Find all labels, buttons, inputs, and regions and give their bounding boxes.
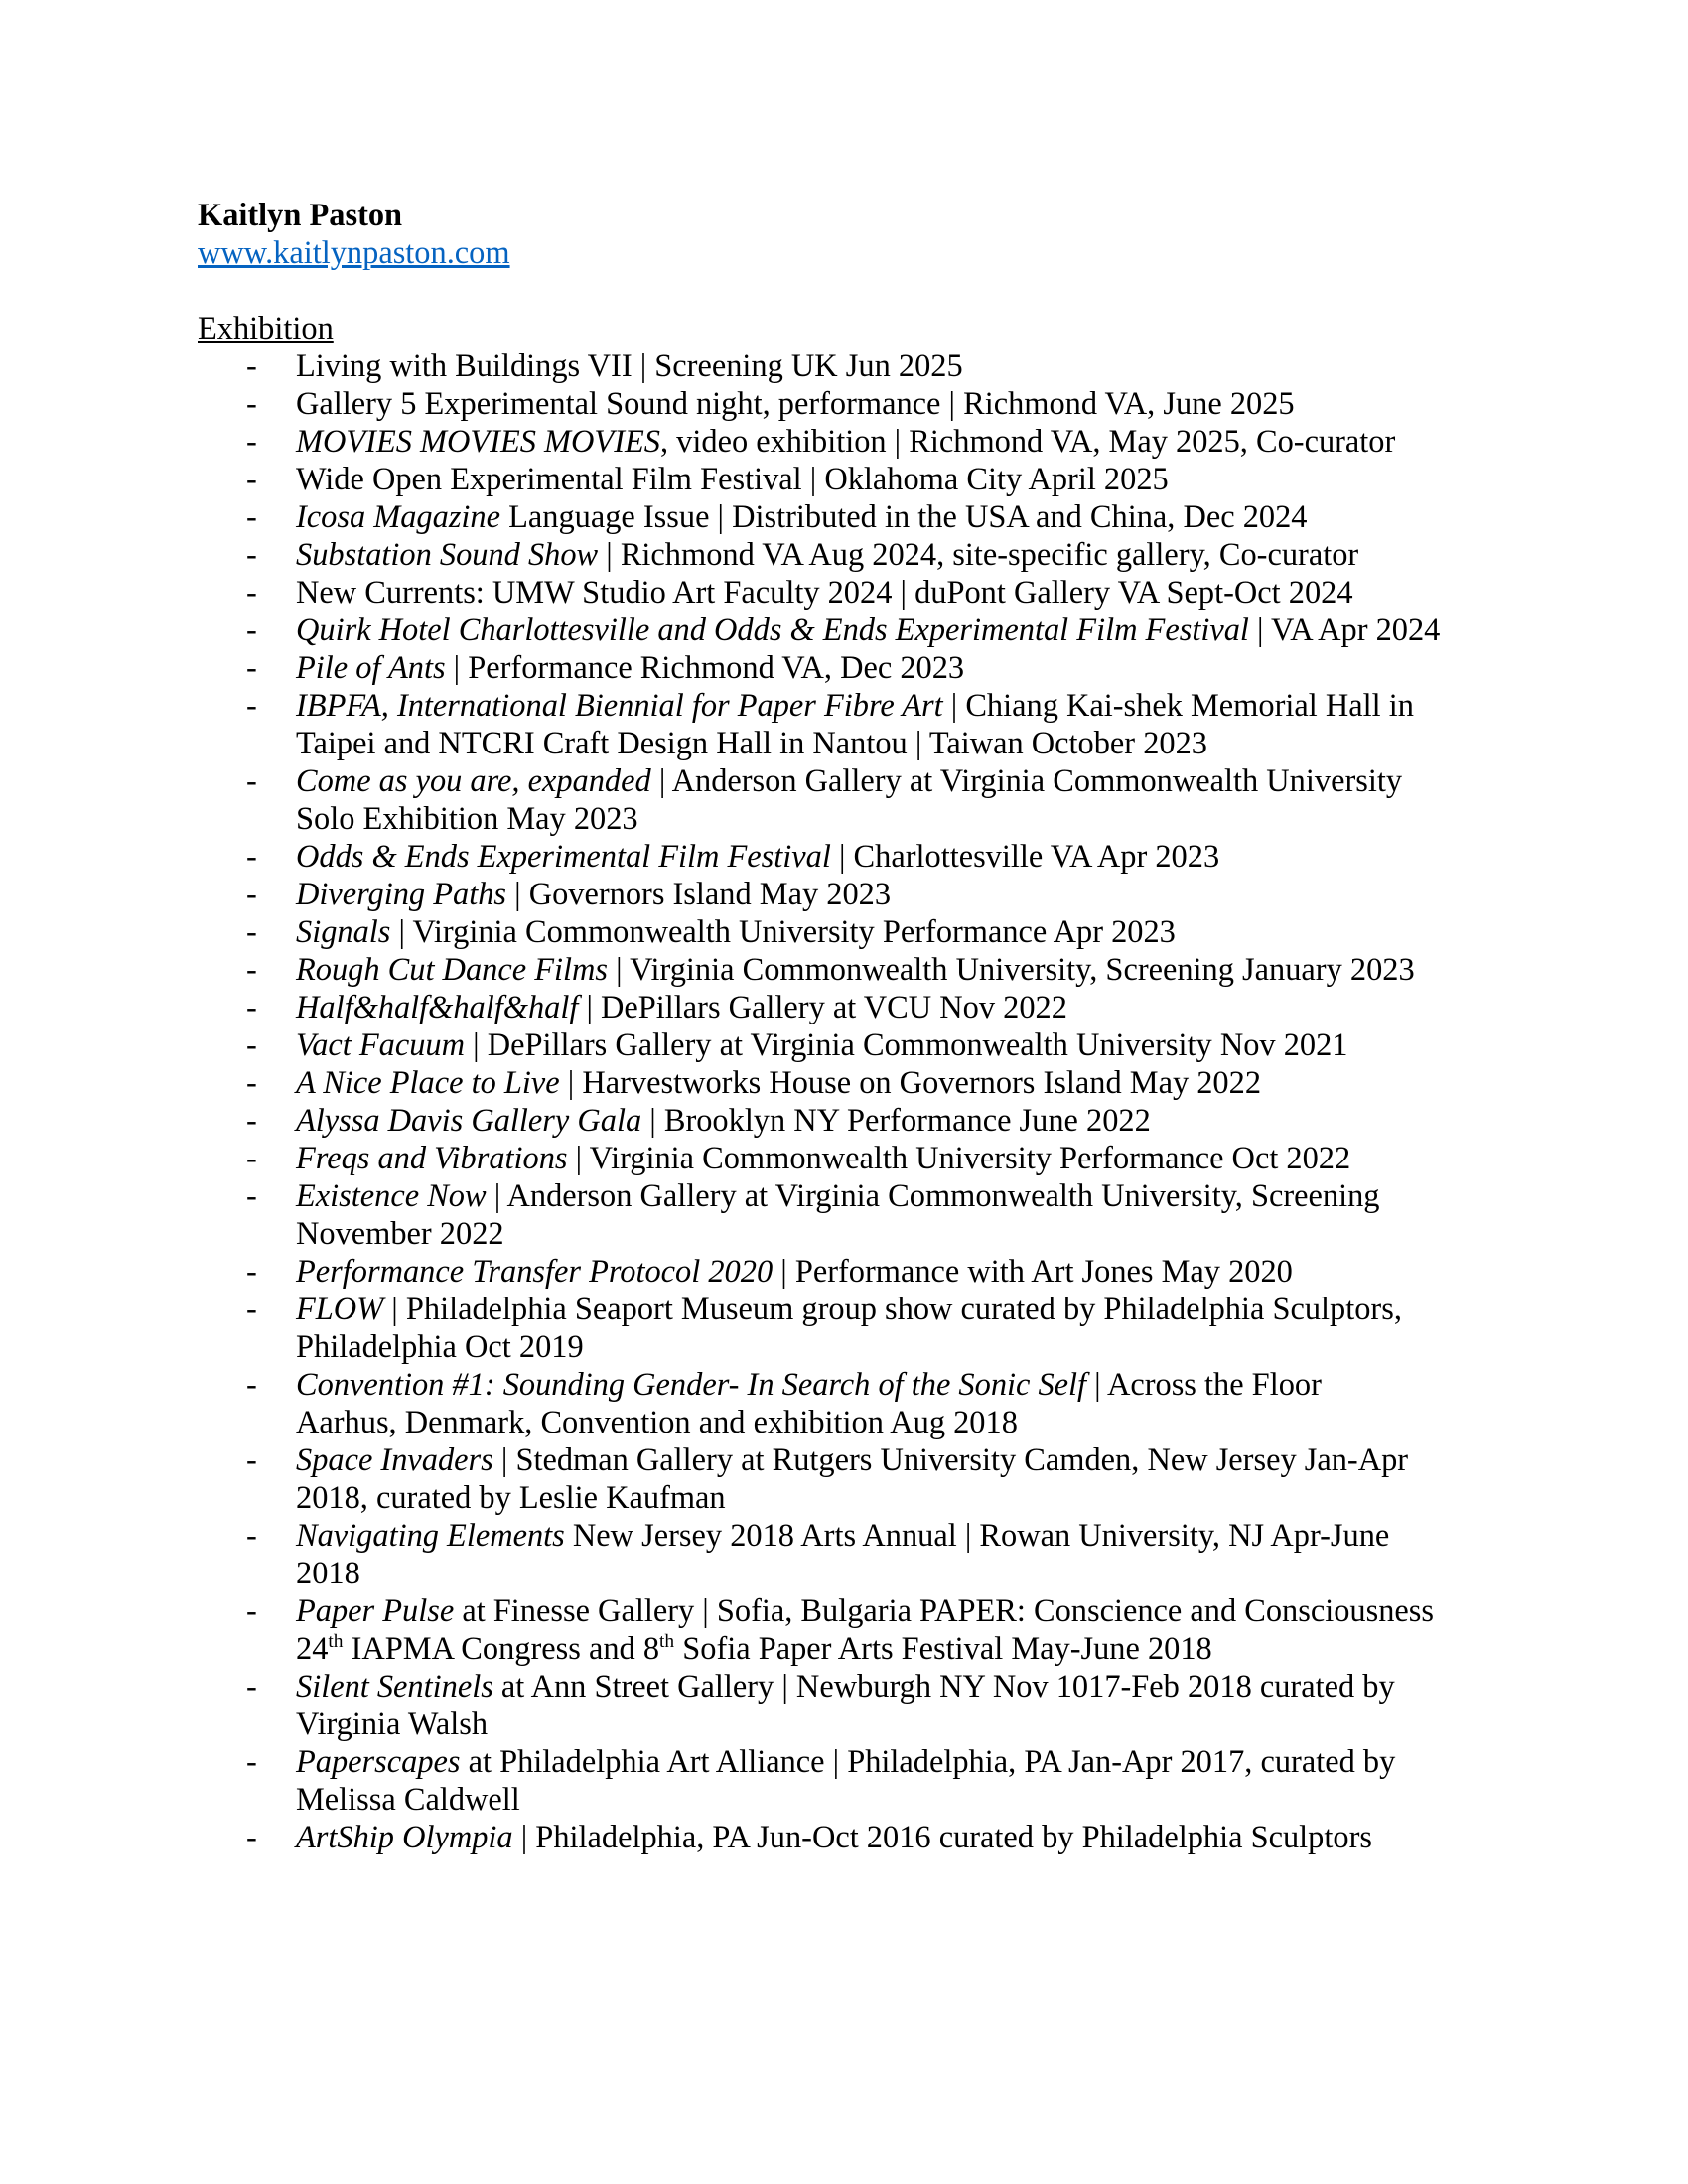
exhibition-item (198, 989, 1508, 1026)
exhibition-line (296, 952, 1415, 988)
exhibition-line (296, 613, 1440, 648)
exhibition-item (198, 1064, 1508, 1102)
detail-text: Sofia Paper Arts Festival May-June 2018 (674, 1631, 1212, 1667)
exhibition-item (198, 1668, 1508, 1743)
list-bullet-dash: - (246, 1065, 257, 1101)
exhibition-details: Wide Open Experimental Film Festival | Oklahoma City April 2025 (296, 462, 1169, 497)
exhibition-details-continued: Taipei and NTCRI Craft Design Hall in Nantou | Taiwan October 2023 (296, 726, 1207, 761)
exhibition-title: Navigating Elements (296, 1518, 565, 1554)
list-bullet-dash: - (246, 499, 257, 535)
exhibition-details: | Brooklyn NY Performance June 2022 (641, 1103, 1151, 1139)
exhibition-title: Half&half&half&half (296, 990, 579, 1025)
exhibition-details: | Stedman Gallery at Rutgers University Camden, New Jersey Jan-Apr (492, 1442, 1409, 1478)
exhibition-item (198, 498, 1508, 536)
exhibition-item (198, 1743, 1508, 1819)
list-bullet-dash: - (246, 386, 257, 422)
exhibition-item (198, 1102, 1508, 1140)
exhibition-item (198, 1441, 1508, 1517)
exhibition-title: Odds & Ends Experimental Film Festival (296, 839, 831, 875)
exhibition-item (198, 1026, 1508, 1064)
exhibition-title: Vact Facuum (296, 1027, 466, 1063)
exhibition-details-continued: Melissa Caldwell (296, 1782, 520, 1818)
exhibition-item (198, 612, 1508, 649)
list-bullet-dash: - (246, 1292, 257, 1327)
exhibition-line (296, 688, 1414, 724)
exhibition-line (296, 650, 964, 686)
exhibition-item (198, 762, 1508, 838)
exhibition-title: Freqs and Vibrations (296, 1141, 568, 1176)
exhibition-title: FLOW (296, 1292, 384, 1327)
exhibition-line (296, 763, 1402, 799)
exhibition-line (296, 1442, 1408, 1478)
exhibition-details-continued: Virginia Walsh (296, 1706, 489, 1742)
exhibition-details: | Virginia Commonwealth University Performance Oct 2022 (567, 1141, 1351, 1176)
exhibition-title: IBPFA, International Biennial for Paper Fibre Art (296, 688, 943, 724)
exhibition-title: Substation Sound Show (296, 537, 599, 573)
exhibition-details: | Anderson Gallery at Virginia Commonwealth University, Screening (486, 1178, 1380, 1214)
list-bullet-dash: - (246, 1442, 257, 1478)
exhibition-title: Convention #1: Sounding Gender- In Search of the Sonic Self (296, 1367, 1087, 1403)
list-bullet-dash: - (246, 348, 257, 384)
exhibition-item (198, 649, 1508, 687)
exhibition-line (296, 1254, 1293, 1290)
exhibition-item (198, 347, 1508, 385)
exhibition-item (198, 1366, 1508, 1441)
exhibition-details-continued: November 2022 (296, 1216, 504, 1252)
list-bullet-dash: - (246, 839, 257, 875)
blank-line (198, 272, 1508, 310)
exhibition-title: Pile of Ants (296, 650, 446, 686)
exhibition-line (296, 1103, 1151, 1139)
exhibition-line (296, 499, 1308, 535)
exhibition-details: | Virginia Commonwealth University, Screening January 2023 (607, 952, 1415, 988)
list-bullet-dash: - (246, 613, 257, 648)
exhibition-details: New Currents: UMW Studio Art Faculty 2024 | duPont Gallery VA Sept-Oct 2024 (296, 575, 1353, 611)
exhibition-line (296, 348, 963, 384)
exhibition-details: | Harvestworks House on Governors Island May 2022 (559, 1065, 1262, 1101)
exhibition-line (296, 386, 1295, 422)
exhibition-title: Silent Sentinels (296, 1669, 493, 1705)
exhibition-details: | Performance with Art Jones May 2020 (773, 1254, 1293, 1290)
exhibition-title: Rough Cut Dance Films (296, 952, 608, 988)
list-bullet-dash: - (246, 1103, 257, 1139)
exhibition-line (296, 575, 1353, 611)
exhibition-title: Signals (296, 914, 391, 950)
exhibition-title: Space Invaders (296, 1442, 493, 1478)
exhibition-line (296, 537, 1358, 573)
detail-text: IAPMA Congress and 8 (343, 1631, 660, 1667)
exhibition-title: ArtShip Olympia (296, 1820, 513, 1855)
exhibition-details-continued: Aarhus, Denmark, Convention and exhibition Aug 2018 (296, 1405, 1018, 1440)
list-bullet-dash: - (246, 424, 257, 460)
exhibition-details: at Philadelphia Art Alliance | Philadelphia, PA Jan-Apr 2017, curated by (460, 1744, 1396, 1780)
exhibition-line (296, 1292, 1402, 1327)
list-bullet-dash: - (246, 1518, 257, 1554)
list-bullet-dash: - (246, 1178, 257, 1214)
exhibition-details: | DePillars Gallery at VCU Nov 2022 (578, 990, 1067, 1025)
list-bullet-dash: - (246, 1367, 257, 1403)
exhibition-item (198, 1517, 1508, 1592)
exhibition-details: | Performance Richmond VA, Dec 2023 (445, 650, 965, 686)
exhibition-item (198, 423, 1508, 461)
list-bullet-dash: - (246, 1141, 257, 1176)
exhibition-item (198, 385, 1508, 423)
exhibition-details-continued (296, 1631, 1212, 1667)
exhibition-details: | DePillars Gallery at Virginia Commonwealth University Nov 2021 (465, 1027, 1348, 1063)
exhibition-line (296, 1367, 1322, 1403)
section-heading-exhibition: Exhibition (198, 311, 334, 346)
exhibition-item (198, 1592, 1508, 1668)
exhibition-title: Existence Now (296, 1178, 487, 1214)
exhibition-item (198, 574, 1508, 612)
exhibition-item (198, 536, 1508, 574)
list-bullet-dash: - (246, 650, 257, 686)
website-link[interactable]: www.kaitlynpaston.com (198, 235, 510, 271)
list-bullet-dash: - (246, 575, 257, 611)
exhibition-line (296, 990, 1067, 1025)
exhibition-title: Diverging Paths (296, 877, 507, 912)
ordinal-suffix: th (659, 1631, 675, 1653)
exhibition-line (296, 839, 1219, 875)
exhibition-line (296, 877, 891, 912)
author-name: Kaitlyn Paston (198, 198, 403, 233)
exhibition-details: | VA Apr 2024 (1248, 613, 1441, 648)
exhibition-line (296, 914, 1176, 950)
exhibition-details: | Charlottesville VA Apr 2023 (830, 839, 1220, 875)
exhibition-details: at Finesse Gallery | Sofia, Bulgaria PAPER: Conscience and Consciousness (454, 1593, 1435, 1629)
exhibition-item (198, 687, 1508, 762)
exhibition-item (198, 1177, 1508, 1253)
exhibition-item (198, 1253, 1508, 1291)
exhibition-item (198, 1140, 1508, 1177)
exhibition-line (296, 1820, 1372, 1855)
exhibition-line (296, 1669, 1395, 1705)
list-bullet-dash: - (246, 462, 257, 497)
exhibition-title: Performance Transfer Protocol 2020 (296, 1254, 774, 1290)
exhibition-line (296, 1141, 1350, 1176)
exhibition-details: | Anderson Gallery at Virginia Commonwealth University (650, 763, 1403, 799)
exhibition-details: | Across the Floor (1086, 1367, 1322, 1403)
exhibition-details: | Philadelphia Seaport Museum group show curated by Philadelphia Sculptors, (383, 1292, 1402, 1327)
exhibition-line (296, 462, 1169, 497)
exhibition-item (198, 1291, 1508, 1366)
detail-text: 24 (296, 1631, 329, 1667)
exhibition-details: | Philadelphia, PA Jun-Oct 2016 curated by Philadelphia Sculptors (512, 1820, 1372, 1855)
exhibition-title: Icosa Magazine (296, 499, 500, 535)
exhibition-item (198, 1819, 1508, 1856)
exhibition-details-continued: 2018 (296, 1556, 360, 1591)
exhibition-details-continued: Solo Exhibition May 2023 (296, 801, 638, 837)
list-bullet-dash: - (246, 688, 257, 724)
exhibition-item (198, 461, 1508, 498)
exhibition-item (198, 876, 1508, 913)
exhibition-title: MOVIES MOVIES MOVIES (296, 424, 660, 460)
exhibition-title: Quirk Hotel Charlottesville and Odds & Ends Experimental Film Festival (296, 613, 1249, 648)
exhibition-title: A Nice Place to Live (296, 1065, 560, 1101)
exhibition-details: Gallery 5 Experimental Sound night, performance | Richmond VA, June 2025 (296, 386, 1295, 422)
exhibition-details: | Governors Island May 2023 (506, 877, 892, 912)
list-bullet-dash: - (246, 1027, 257, 1063)
exhibition-title: Paper Pulse (296, 1593, 455, 1629)
exhibition-details: at Ann Street Gallery | Newburgh NY Nov 1017-Feb 2018 curated by (492, 1669, 1395, 1705)
exhibition-line (296, 1027, 1347, 1063)
list-bullet-dash: - (246, 1744, 257, 1780)
list-bullet-dash: - (246, 1669, 257, 1705)
list-bullet-dash: - (246, 537, 257, 573)
list-bullet-dash: - (246, 877, 257, 912)
exhibition-line (296, 1593, 1434, 1629)
exhibition-details-continued: Philadelphia Oct 2019 (296, 1329, 584, 1365)
exhibition-list (198, 347, 1508, 1856)
exhibition-item (198, 913, 1508, 951)
list-bullet-dash: - (246, 990, 257, 1025)
exhibition-details: New Jersey 2018 Arts Annual | Rowan University, NJ Apr-June (564, 1518, 1390, 1554)
exhibition-details: Living with Buildings VII | Screening UK Jun 2025 (296, 348, 963, 384)
list-bullet-dash: - (246, 763, 257, 799)
exhibition-details: | Virginia Commonwealth University Performance Apr 2023 (390, 914, 1176, 950)
exhibition-line (296, 1518, 1389, 1554)
exhibition-title: Come as you are, expanded (296, 763, 651, 799)
exhibition-details: Language Issue | Distributed in the USA and China, Dec 2024 (500, 499, 1308, 535)
list-bullet-dash: - (246, 952, 257, 988)
exhibition-item (198, 838, 1508, 876)
list-bullet-dash: - (246, 1820, 257, 1855)
list-bullet-dash: - (246, 914, 257, 950)
exhibition-details-continued: 2018, curated by Leslie Kaufman (296, 1480, 726, 1516)
exhibition-line (296, 1065, 1261, 1101)
exhibition-details: | Richmond VA Aug 2024, site-specific gallery, Co-curator (598, 537, 1359, 573)
document-content (198, 197, 1508, 1856)
exhibition-line (296, 1178, 1380, 1214)
exhibition-details: , video exhibition | Richmond VA, May 2025, Co-curator (659, 424, 1396, 460)
exhibition-title: Alyssa Davis Gallery Gala (296, 1103, 642, 1139)
list-bullet-dash: - (246, 1254, 257, 1290)
exhibition-title: Paperscapes (296, 1744, 461, 1780)
exhibition-line (296, 424, 1395, 460)
ordinal-suffix: th (328, 1631, 344, 1653)
exhibition-item (198, 951, 1508, 989)
exhibition-details: | Chiang Kai-shek Memorial Hall in (942, 688, 1414, 724)
exhibition-line (296, 1744, 1395, 1780)
list-bullet-dash: - (246, 1593, 257, 1629)
